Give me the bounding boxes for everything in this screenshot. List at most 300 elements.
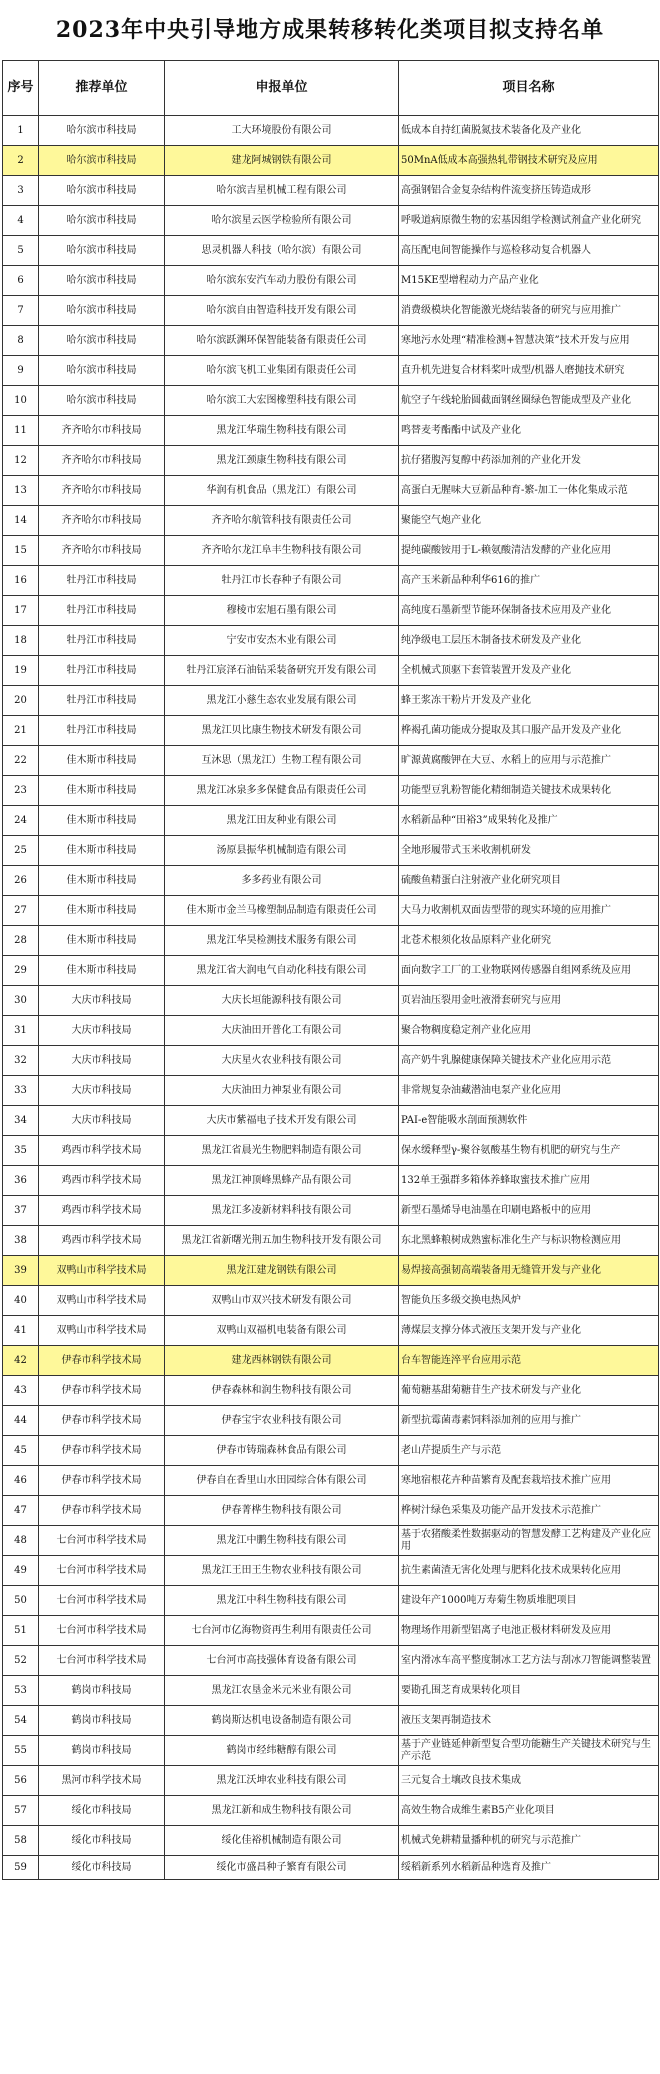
project-name-cell: 抗生素菌渣无害化处理与肥料化技术成果转化应用 bbox=[399, 1556, 659, 1586]
applicant-unit-cell: 黑龙江小慈生态农业发展有限公司 bbox=[165, 686, 399, 716]
row-number-cell: 45 bbox=[3, 1436, 39, 1466]
recommending-unit-cell: 七台河市科学技术局 bbox=[39, 1526, 165, 1556]
project-name-cell: 寒地宿根花卉种苗繁育及配套栽培技术推广应用 bbox=[399, 1466, 659, 1496]
project-name-cell: 基于农猪酸柔性数据驱动的智慧发酵工艺构建及产业化应用 bbox=[399, 1526, 659, 1556]
project-name-cell: 新型石墨烯导电油墨在印刷电路板中的应用 bbox=[399, 1196, 659, 1226]
applicant-unit-cell: 大庆星火农业科技有限公司 bbox=[165, 1046, 399, 1076]
row-number-cell: 14 bbox=[3, 506, 39, 536]
table-row bbox=[3, 386, 659, 416]
project-name-cell: 液压支架再制造技术 bbox=[399, 1706, 659, 1736]
table-row bbox=[3, 416, 659, 446]
project-name-cell: 高纯度石墨新型节能环保制备技术应用及产业化 bbox=[399, 596, 659, 626]
project-name-cell: 鸣替麦考酯酯中试及产业化 bbox=[399, 416, 659, 446]
project-name-cell: 高蛋白无腥味大豆新品种育-繁-加工一体化集成示范 bbox=[399, 476, 659, 506]
recommending-unit-cell: 大庆市科技局 bbox=[39, 1016, 165, 1046]
table-row bbox=[3, 1046, 659, 1076]
table-row bbox=[3, 446, 659, 476]
table-row bbox=[3, 1136, 659, 1166]
recommending-unit-cell: 七台河市科学技术局 bbox=[39, 1646, 165, 1676]
applicant-unit-cell: 伊春宝宇农业科技有限公司 bbox=[165, 1406, 399, 1436]
table-row bbox=[3, 1706, 659, 1736]
table-row bbox=[3, 956, 659, 986]
recommending-unit-cell: 鹤岗市科技局 bbox=[39, 1676, 165, 1706]
project-name-cell: 航空子午线轮胎圆截面钢丝圈绿色智能成型及产业化 bbox=[399, 386, 659, 416]
project-name-cell: 高强钢铝合金复杂结构件流变挤压铸造成形 bbox=[399, 176, 659, 206]
recommending-unit-cell: 哈尔滨市科技局 bbox=[39, 176, 165, 206]
row-number-cell: 42 bbox=[3, 1346, 39, 1376]
applicant-unit-cell: 汤原县振华机械制造有限公司 bbox=[165, 836, 399, 866]
recommending-unit-cell: 伊春市科学技术局 bbox=[39, 1466, 165, 1496]
project-name-cell: M15KE型增程动力产品产业化 bbox=[399, 266, 659, 296]
table-row bbox=[3, 476, 659, 506]
table-body bbox=[3, 116, 659, 1880]
applicant-unit-cell: 思灵机器人科技（哈尔滨）有限公司 bbox=[165, 236, 399, 266]
row-number-cell: 4 bbox=[3, 206, 39, 236]
row-number-cell: 17 bbox=[3, 596, 39, 626]
recommending-unit-cell: 七台河市科学技术局 bbox=[39, 1616, 165, 1646]
recommending-unit-cell: 哈尔滨市科技局 bbox=[39, 236, 165, 266]
table-row bbox=[3, 986, 659, 1016]
row-number-cell: 9 bbox=[3, 356, 39, 386]
project-name-cell: 寒地污水处理“精准检测+智慧决策”技术开发与应用 bbox=[399, 326, 659, 356]
row-number-cell: 24 bbox=[3, 806, 39, 836]
project-name-cell: 呼吸道病原微生物的宏基因组学检测试剂盒产业化研究 bbox=[399, 206, 659, 236]
applicant-unit-cell: 互沐思（黑龙江）生物工程有限公司 bbox=[165, 746, 399, 776]
table-row bbox=[3, 1286, 659, 1316]
applicant-unit-cell: 建龙阿城钢铁有限公司 bbox=[165, 146, 399, 176]
row-number-cell: 29 bbox=[3, 956, 39, 986]
table-row bbox=[3, 1346, 659, 1376]
project-name-cell: 要勘孔围芝育成果转化项目 bbox=[399, 1676, 659, 1706]
applicant-unit-cell: 黑龙江农垦金米元米业有限公司 bbox=[165, 1676, 399, 1706]
recommending-unit-cell: 哈尔滨市科技局 bbox=[39, 146, 165, 176]
applicant-unit-cell: 哈尔滨星云医学检验所有限公司 bbox=[165, 206, 399, 236]
row-number-cell: 56 bbox=[3, 1766, 39, 1796]
recommending-unit-cell: 绥化市科技局 bbox=[39, 1796, 165, 1826]
project-name-cell: 非常规复杂油藏潜油电泵产业化应用 bbox=[399, 1076, 659, 1106]
table-row bbox=[3, 1526, 659, 1556]
recommending-unit-cell: 佳木斯市科技局 bbox=[39, 836, 165, 866]
applicant-unit-cell: 穆棱市宏旭石墨有限公司 bbox=[165, 596, 399, 626]
row-number-cell: 28 bbox=[3, 926, 39, 956]
recommending-unit-cell: 鸡西市科学技术局 bbox=[39, 1196, 165, 1226]
applicant-unit-cell: 黑龙江沃坤农业科技有限公司 bbox=[165, 1766, 399, 1796]
row-number-cell: 2 bbox=[3, 146, 39, 176]
row-number-cell: 7 bbox=[3, 296, 39, 326]
applicant-unit-cell: 黑龙江冰泉多多保健食品有限责任公司 bbox=[165, 776, 399, 806]
recommending-unit-cell: 双鸭山市科学技术局 bbox=[39, 1316, 165, 1346]
header-project-name: 项目名称 bbox=[399, 61, 659, 116]
recommending-unit-cell: 齐齐哈尔市科技局 bbox=[39, 446, 165, 476]
table-row bbox=[3, 926, 659, 956]
row-number-cell: 49 bbox=[3, 1556, 39, 1586]
recommending-unit-cell: 齐齐哈尔市科技局 bbox=[39, 416, 165, 446]
table-row bbox=[3, 596, 659, 626]
recommending-unit-cell: 绥化市科技局 bbox=[39, 1826, 165, 1856]
project-name-cell: 机械式免耕精量播种机的研究与示范推广 bbox=[399, 1826, 659, 1856]
table-row bbox=[3, 296, 659, 326]
project-name-cell: 高产玉米新品种利华616的推广 bbox=[399, 566, 659, 596]
applicant-unit-cell: 伊春市铸瑞森林食品有限公司 bbox=[165, 1436, 399, 1466]
project-name-cell: 老山芹提质生产与示范 bbox=[399, 1436, 659, 1466]
row-number-cell: 31 bbox=[3, 1016, 39, 1046]
row-number-cell: 46 bbox=[3, 1466, 39, 1496]
recommending-unit-cell: 绥化市科技局 bbox=[39, 1856, 165, 1880]
header-number: 序号 bbox=[3, 61, 39, 116]
applicant-unit-cell: 七台河市亿海物资再生利用有限责任公司 bbox=[165, 1616, 399, 1646]
table-row bbox=[3, 686, 659, 716]
recommending-unit-cell: 七台河市科学技术局 bbox=[39, 1556, 165, 1586]
recommending-unit-cell: 鸡西市科学技术局 bbox=[39, 1166, 165, 1196]
row-number-cell: 44 bbox=[3, 1406, 39, 1436]
applicant-unit-cell: 多多药业有限公司 bbox=[165, 866, 399, 896]
table-row bbox=[3, 1826, 659, 1856]
applicant-unit-cell: 黑龙江省大润电气自动化科技有限公司 bbox=[165, 956, 399, 986]
applicant-unit-cell: 伊春自在香里山水田园综合体有限公司 bbox=[165, 1466, 399, 1496]
project-name-cell: 聚合物稠度稳定剂产业化应用 bbox=[399, 1016, 659, 1046]
row-number-cell: 36 bbox=[3, 1166, 39, 1196]
table-row bbox=[3, 896, 659, 926]
recommending-unit-cell: 佳木斯市科技局 bbox=[39, 746, 165, 776]
table-row bbox=[3, 266, 659, 296]
applicant-unit-cell: 黑龙江中鹏生物科技有限公司 bbox=[165, 1526, 399, 1556]
project-name-cell: 台车智能连淬平台应用示范 bbox=[399, 1346, 659, 1376]
project-name-cell: 桦树汁绿色采集及功能产品开发技术示范推广 bbox=[399, 1496, 659, 1526]
applicant-unit-cell: 黑龙江新和成生物科技有限公司 bbox=[165, 1796, 399, 1826]
header-recommending-unit: 推荐单位 bbox=[39, 61, 165, 116]
applicant-unit-cell: 鹤岗斯达机电设备制造有限公司 bbox=[165, 1706, 399, 1736]
recommending-unit-cell: 伊春市科学技术局 bbox=[39, 1436, 165, 1466]
applicant-unit-cell: 黑龙江省新曙光荆五加生物科技开发有限公司 bbox=[165, 1226, 399, 1256]
table-row bbox=[3, 146, 659, 176]
recommending-unit-cell: 佳木斯市科技局 bbox=[39, 956, 165, 986]
table-row bbox=[3, 1556, 659, 1586]
recommending-unit-cell: 双鸭山市科学技术局 bbox=[39, 1286, 165, 1316]
table-row bbox=[3, 806, 659, 836]
recommending-unit-cell: 大庆市科技局 bbox=[39, 986, 165, 1016]
project-name-cell: 消费级模块化智能激光烧结装备的研究与应用推广 bbox=[399, 296, 659, 326]
project-name-cell: 直升机先进复合材料桨叶成型/机器人磨抛技术研究 bbox=[399, 356, 659, 386]
recommending-unit-cell: 哈尔滨市科技局 bbox=[39, 116, 165, 146]
recommending-unit-cell: 牡丹江市科技局 bbox=[39, 566, 165, 596]
applicant-unit-cell: 黑龙江多凌新材料科技有限公司 bbox=[165, 1196, 399, 1226]
applicant-unit-cell: 工大环境股份有限公司 bbox=[165, 116, 399, 146]
row-number-cell: 13 bbox=[3, 476, 39, 506]
applicant-unit-cell: 黑龙江田友种业有限公司 bbox=[165, 806, 399, 836]
recommending-unit-cell: 佳木斯市科技局 bbox=[39, 926, 165, 956]
table-row bbox=[3, 1496, 659, 1526]
recommending-unit-cell: 牡丹江市科技局 bbox=[39, 626, 165, 656]
row-number-cell: 19 bbox=[3, 656, 39, 686]
applicant-unit-cell: 哈尔滨工大宏图橡塑科技有限公司 bbox=[165, 386, 399, 416]
applicant-unit-cell: 哈尔滨东安汽车动力股份有限公司 bbox=[165, 266, 399, 296]
project-name-cell: 大马力收割机双面齿型带的现实环境的应用推广 bbox=[399, 896, 659, 926]
table-row bbox=[3, 656, 659, 686]
recommending-unit-cell: 佳木斯市科技局 bbox=[39, 806, 165, 836]
table-row bbox=[3, 1616, 659, 1646]
recommending-unit-cell: 齐齐哈尔市科技局 bbox=[39, 536, 165, 566]
table-row bbox=[3, 776, 659, 806]
table-row bbox=[3, 1076, 659, 1106]
project-name-cell: 葡萄糖基甜菊糖苷生产技术研发与产业化 bbox=[399, 1376, 659, 1406]
applicant-unit-cell: 哈尔滨自由智造科技开发有限公司 bbox=[165, 296, 399, 326]
row-number-cell: 50 bbox=[3, 1586, 39, 1616]
project-name-cell: 建设年产1000吨万寿菊生物质堆肥项目 bbox=[399, 1586, 659, 1616]
row-number-cell: 43 bbox=[3, 1376, 39, 1406]
project-name-cell: 易焊接高强韧高端装备用无缝管开发与产业化 bbox=[399, 1256, 659, 1286]
table-row bbox=[3, 1106, 659, 1136]
recommending-unit-cell: 双鸭山市科学技术局 bbox=[39, 1256, 165, 1286]
table-row bbox=[3, 1166, 659, 1196]
applicant-unit-cell: 黑龙江华昊检测技术服务有限公司 bbox=[165, 926, 399, 956]
row-number-cell: 33 bbox=[3, 1076, 39, 1106]
applicant-unit-cell: 哈尔滨跃渊环保智能装备有限责任公司 bbox=[165, 326, 399, 356]
recommending-unit-cell: 七台河市科学技术局 bbox=[39, 1586, 165, 1616]
row-number-cell: 55 bbox=[3, 1736, 39, 1766]
row-number-cell: 41 bbox=[3, 1316, 39, 1346]
row-number-cell: 51 bbox=[3, 1616, 39, 1646]
table-row bbox=[3, 356, 659, 386]
table-row bbox=[3, 1676, 659, 1706]
applicant-unit-cell: 哈尔滨飞机工业集团有限责任公司 bbox=[165, 356, 399, 386]
row-number-cell: 6 bbox=[3, 266, 39, 296]
project-name-cell: 面向数字工厂的工业物联网传感器自组网系统及应用 bbox=[399, 956, 659, 986]
recommending-unit-cell: 哈尔滨市科技局 bbox=[39, 356, 165, 386]
row-number-cell: 52 bbox=[3, 1646, 39, 1676]
row-number-cell: 5 bbox=[3, 236, 39, 266]
applicant-unit-cell: 大庆油田力神泵业有限公司 bbox=[165, 1076, 399, 1106]
recommending-unit-cell: 鸡西市科学技术局 bbox=[39, 1226, 165, 1256]
applicant-unit-cell: 黑龙江王田王生物农业科技有限公司 bbox=[165, 1556, 399, 1586]
applicant-unit-cell: 黑龙江颈康生物科技有限公司 bbox=[165, 446, 399, 476]
project-name-cell: 智能负压多级交换电热风炉 bbox=[399, 1286, 659, 1316]
table-row bbox=[3, 1466, 659, 1496]
table-row bbox=[3, 1016, 659, 1046]
table-row bbox=[3, 1316, 659, 1346]
row-number-cell: 47 bbox=[3, 1496, 39, 1526]
recommending-unit-cell: 伊春市科学技术局 bbox=[39, 1496, 165, 1526]
project-name-cell: 抗仔猪腹泻复醇中药添加剂的产业化开发 bbox=[399, 446, 659, 476]
row-number-cell: 8 bbox=[3, 326, 39, 356]
applicant-unit-cell: 黑龙江建龙钢铁有限公司 bbox=[165, 1256, 399, 1286]
project-name-cell: 薄煤层支撑分体式液压支架开发与产业化 bbox=[399, 1316, 659, 1346]
table-row bbox=[3, 1736, 659, 1766]
row-number-cell: 21 bbox=[3, 716, 39, 746]
applicant-unit-cell: 绥化市盛昌种子繁育有限公司 bbox=[165, 1856, 399, 1880]
row-number-cell: 35 bbox=[3, 1136, 39, 1166]
row-number-cell: 15 bbox=[3, 536, 39, 566]
applicant-unit-cell: 双鸭山双福机电装备有限公司 bbox=[165, 1316, 399, 1346]
row-number-cell: 37 bbox=[3, 1196, 39, 1226]
applicant-unit-cell: 鹤岗市经纬糖醇有限公司 bbox=[165, 1736, 399, 1766]
table-row bbox=[3, 506, 659, 536]
applicant-unit-cell: 大庆油田开普化工有限公司 bbox=[165, 1016, 399, 1046]
applicant-unit-cell: 黑龙江省晨光生物肥料制造有限公司 bbox=[165, 1136, 399, 1166]
table-row bbox=[3, 1796, 659, 1826]
table-row bbox=[3, 836, 659, 866]
applicant-unit-cell: 牡丹江市长春种子有限公司 bbox=[165, 566, 399, 596]
table-row bbox=[3, 866, 659, 896]
applicant-unit-cell: 黑龙江贝比康生物技术研发有限公司 bbox=[165, 716, 399, 746]
project-name-cell: 高产奶牛乳腺健康保障关键技术产业化应用示范 bbox=[399, 1046, 659, 1076]
project-name-cell: 北苍术根须化妆品原料产业化研究 bbox=[399, 926, 659, 956]
project-name-cell: 物理场作用新型铝离子电池正极材料研发及应用 bbox=[399, 1616, 659, 1646]
project-name-cell: 低成本自持红菌脱氮技术装备化及产业化 bbox=[399, 116, 659, 146]
recommending-unit-cell: 牡丹江市科技局 bbox=[39, 716, 165, 746]
recommending-unit-cell: 鹤岗市科技局 bbox=[39, 1736, 165, 1766]
recommending-unit-cell: 佳木斯市科技局 bbox=[39, 866, 165, 896]
row-number-cell: 20 bbox=[3, 686, 39, 716]
applicant-unit-cell: 齐齐哈尔航管科技有限责任公司 bbox=[165, 506, 399, 536]
row-number-cell: 59 bbox=[3, 1856, 39, 1880]
row-number-cell: 10 bbox=[3, 386, 39, 416]
table-row bbox=[3, 536, 659, 566]
applicant-unit-cell: 伊春菁桦生物科技有限公司 bbox=[165, 1496, 399, 1526]
project-name-cell: 东北黑蜂粮树成熟蜜标准化生产与标识物检测应用 bbox=[399, 1226, 659, 1256]
recommending-unit-cell: 伊春市科学技术局 bbox=[39, 1376, 165, 1406]
row-number-cell: 11 bbox=[3, 416, 39, 446]
applicant-unit-cell: 佳木斯市金兰马橡塑制品制造有限责任公司 bbox=[165, 896, 399, 926]
applicant-unit-cell: 大庆市紫福电子技术开发有限公司 bbox=[165, 1106, 399, 1136]
recommending-unit-cell: 鸡西市科学技术局 bbox=[39, 1136, 165, 1166]
row-number-cell: 40 bbox=[3, 1286, 39, 1316]
row-number-cell: 39 bbox=[3, 1256, 39, 1286]
table-row bbox=[3, 1196, 659, 1226]
project-name-cell: 桦褐孔菌功能成分提取及其口服产品开发及产业化 bbox=[399, 716, 659, 746]
applicant-unit-cell: 七台河市高技强体育设备有限公司 bbox=[165, 1646, 399, 1676]
recommending-unit-cell: 佳木斯市科技局 bbox=[39, 776, 165, 806]
table-row bbox=[3, 1436, 659, 1466]
project-name-cell: 页岩油压裂用金吐液滑套研究与应用 bbox=[399, 986, 659, 1016]
applicant-unit-cell: 哈尔滨吉星机械工程有限公司 bbox=[165, 176, 399, 206]
table-row bbox=[3, 1226, 659, 1256]
row-number-cell: 30 bbox=[3, 986, 39, 1016]
row-number-cell: 54 bbox=[3, 1706, 39, 1736]
project-name-cell: 蜂王浆冻干粉片开发及产业化 bbox=[399, 686, 659, 716]
applicant-unit-cell: 绥化佳裕机械制造有限公司 bbox=[165, 1826, 399, 1856]
project-table bbox=[2, 60, 659, 1880]
project-name-cell: 全机械式顶驱下套管装置开发及产业化 bbox=[399, 656, 659, 686]
project-name-cell: 绥稻新系列水稻新品种选育及推广 bbox=[399, 1856, 659, 1880]
recommending-unit-cell: 哈尔滨市科技局 bbox=[39, 296, 165, 326]
recommending-unit-cell: 黑河市科学技术局 bbox=[39, 1766, 165, 1796]
table-row bbox=[3, 236, 659, 266]
recommending-unit-cell: 牡丹江市科技局 bbox=[39, 596, 165, 626]
project-name-cell: 水稻新品种“田裕3”成果转化及推广 bbox=[399, 806, 659, 836]
project-name-cell: 三元复合土壤改良技术集成 bbox=[399, 1766, 659, 1796]
project-name-cell: 保水缓释型γ-聚谷氨酸基生物有机肥的研究与生产 bbox=[399, 1136, 659, 1166]
table-row bbox=[3, 1856, 659, 1880]
project-name-cell: 全地形履带式玉米收割机研发 bbox=[399, 836, 659, 866]
applicant-unit-cell: 双鸭山市双兴技术研发有限公司 bbox=[165, 1286, 399, 1316]
table-row bbox=[3, 116, 659, 146]
table-row bbox=[3, 176, 659, 206]
project-name-cell: 聚能空气炮产业化 bbox=[399, 506, 659, 536]
row-number-cell: 12 bbox=[3, 446, 39, 476]
table-row bbox=[3, 716, 659, 746]
project-name-cell: 高压配电间智能操作与巡检移动复合机器人 bbox=[399, 236, 659, 266]
applicant-unit-cell: 黑龙江华瑞生物科技有限公司 bbox=[165, 416, 399, 446]
recommending-unit-cell: 齐齐哈尔市科技局 bbox=[39, 476, 165, 506]
applicant-unit-cell: 伊春森林和润生物科技有限公司 bbox=[165, 1376, 399, 1406]
row-number-cell: 58 bbox=[3, 1826, 39, 1856]
project-name-cell: PAI-e智能吸水剖面预测软件 bbox=[399, 1106, 659, 1136]
recommending-unit-cell: 齐齐哈尔市科技局 bbox=[39, 506, 165, 536]
project-name-cell: 旷源黄腐酸钾在大豆、水稻上的应用与示范推广 bbox=[399, 746, 659, 776]
table-header-row bbox=[3, 61, 659, 116]
recommending-unit-cell: 牡丹江市科技局 bbox=[39, 686, 165, 716]
recommending-unit-cell: 佳木斯市科技局 bbox=[39, 896, 165, 926]
row-number-cell: 32 bbox=[3, 1046, 39, 1076]
row-number-cell: 38 bbox=[3, 1226, 39, 1256]
page-title: 2023年中央引导地方成果转移转化类项目拟支持名单 bbox=[55, 17, 605, 43]
recommending-unit-cell: 伊春市科学技术局 bbox=[39, 1346, 165, 1376]
table-row bbox=[3, 326, 659, 356]
recommending-unit-cell: 大庆市科技局 bbox=[39, 1076, 165, 1106]
row-number-cell: 27 bbox=[3, 896, 39, 926]
table-row bbox=[3, 566, 659, 596]
project-name-cell: 室内滑冰车高平整度制冰工艺方法与刮冰刀智能调整装置 bbox=[399, 1646, 659, 1676]
table-row bbox=[3, 1766, 659, 1796]
row-number-cell: 25 bbox=[3, 836, 39, 866]
project-name-cell: 功能型豆乳粉智能化精细制造关键技术成果转化 bbox=[399, 776, 659, 806]
table-row bbox=[3, 206, 659, 236]
project-name-cell: 50MnA低成本高强热轧带钢技术研究及应用 bbox=[399, 146, 659, 176]
recommending-unit-cell: 哈尔滨市科技局 bbox=[39, 266, 165, 296]
applicant-unit-cell: 黑龙江中科生物科技有限公司 bbox=[165, 1586, 399, 1616]
applicant-unit-cell: 齐齐哈尔龙江阜丰生物科技有限公司 bbox=[165, 536, 399, 566]
row-number-cell: 1 bbox=[3, 116, 39, 146]
applicant-unit-cell: 宁安市安杰木业有限公司 bbox=[165, 626, 399, 656]
row-number-cell: 23 bbox=[3, 776, 39, 806]
applicant-unit-cell: 大庆长垣能源科技有限公司 bbox=[165, 986, 399, 1016]
table-row bbox=[3, 626, 659, 656]
table-row bbox=[3, 1406, 659, 1436]
row-number-cell: 48 bbox=[3, 1526, 39, 1556]
project-name-cell: 132单王强群多箱体养蜂取蜜技术推广应用 bbox=[399, 1166, 659, 1196]
recommending-unit-cell: 鹤岗市科技局 bbox=[39, 1706, 165, 1736]
table-row bbox=[3, 1646, 659, 1676]
applicant-unit-cell: 建龙西林钢铁有限公司 bbox=[165, 1346, 399, 1376]
row-number-cell: 18 bbox=[3, 626, 39, 656]
project-name-cell: 新型抗霉菌毒素饲料添加剂的应用与推广 bbox=[399, 1406, 659, 1436]
recommending-unit-cell: 大庆市科技局 bbox=[39, 1046, 165, 1076]
applicant-unit-cell: 牡丹江宸泽石油钻采装备研究开发有限公司 bbox=[165, 656, 399, 686]
table-row bbox=[3, 746, 659, 776]
header-applicant-unit: 申报单位 bbox=[165, 61, 399, 116]
row-number-cell: 22 bbox=[3, 746, 39, 776]
project-name-cell: 提纯碳酸铵用于L-赖氨酸清洁发酵的产业化应用 bbox=[399, 536, 659, 566]
row-number-cell: 16 bbox=[3, 566, 39, 596]
recommending-unit-cell: 哈尔滨市科技局 bbox=[39, 206, 165, 236]
row-number-cell: 34 bbox=[3, 1106, 39, 1136]
row-number-cell: 3 bbox=[3, 176, 39, 206]
recommending-unit-cell: 伊春市科学技术局 bbox=[39, 1406, 165, 1436]
recommending-unit-cell: 哈尔滨市科技局 bbox=[39, 326, 165, 356]
recommending-unit-cell: 哈尔滨市科技局 bbox=[39, 386, 165, 416]
project-name-cell: 高效生物合成维生素B5产业化项目 bbox=[399, 1796, 659, 1826]
row-number-cell: 26 bbox=[3, 866, 39, 896]
project-name-cell: 纯净级电工层压木制备技术研发及产业化 bbox=[399, 626, 659, 656]
table-row bbox=[3, 1586, 659, 1616]
recommending-unit-cell: 大庆市科技局 bbox=[39, 1106, 165, 1136]
project-name-cell: 基于产业链延伸新型复合型功能糖生产关键技术研究与生产示范 bbox=[399, 1736, 659, 1766]
row-number-cell: 57 bbox=[3, 1796, 39, 1826]
project-name-cell: 硫酸鱼精蛋白注射液产业化研究项目 bbox=[399, 866, 659, 896]
applicant-unit-cell: 华润有机食品（黑龙江）有限公司 bbox=[165, 476, 399, 506]
table-row bbox=[3, 1256, 659, 1286]
row-number-cell: 53 bbox=[3, 1676, 39, 1706]
